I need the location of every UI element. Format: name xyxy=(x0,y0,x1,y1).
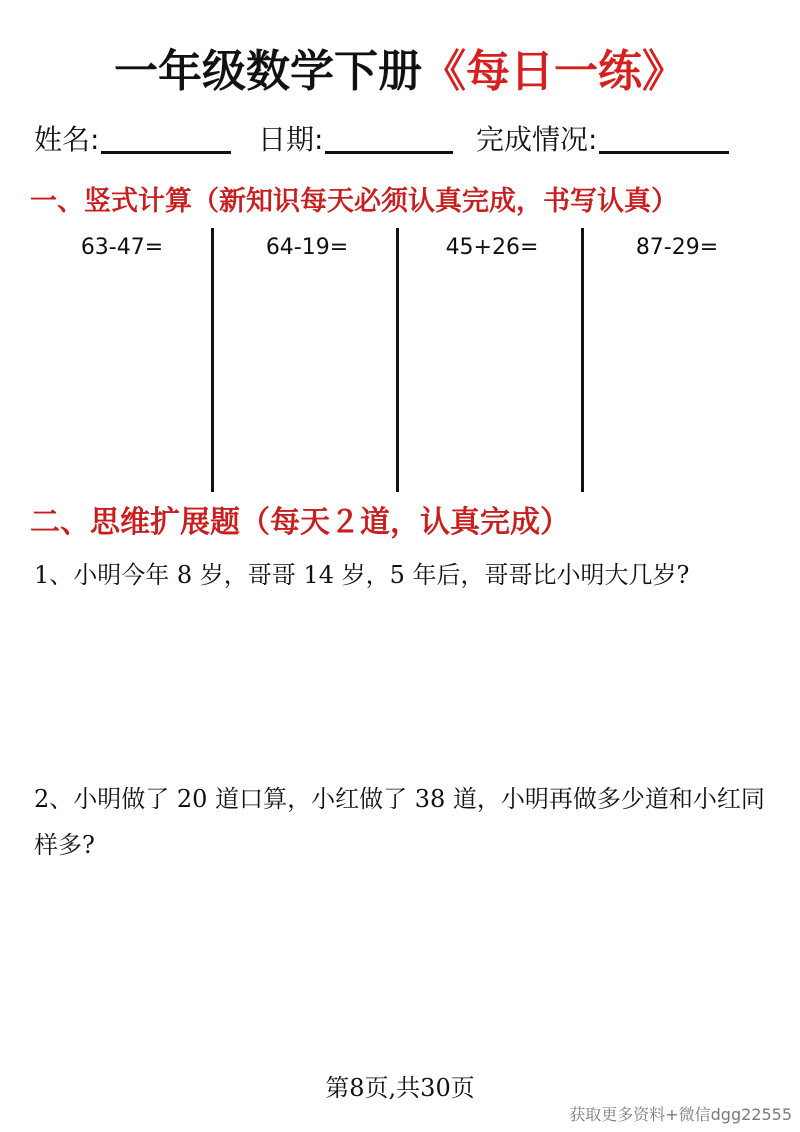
name-blank[interactable] xyxy=(101,121,231,154)
calc-expression-1: 63-47= xyxy=(80,235,164,260)
vertical-calculation-area xyxy=(30,228,770,494)
column-divider xyxy=(211,228,214,492)
student-info-row xyxy=(34,118,774,162)
title-accent: 《每日一练》 xyxy=(422,46,686,97)
section-1-heading: 一、竖式计算（新知识每天必须认真完成，书写认真） xyxy=(30,186,678,217)
calc-expression-2: 64-19= xyxy=(265,235,349,260)
question-1: 1、小明今年 8 岁，哥哥 14 岁，5 年后，哥哥比小明大几岁? xyxy=(34,561,690,589)
name-label: 姓名: xyxy=(34,123,100,156)
calc-expression-3: 45+26= xyxy=(445,235,539,260)
column-divider xyxy=(581,228,584,492)
watermark-text: 获取更多资料+微信dgg22555 xyxy=(569,1105,792,1124)
page-title xyxy=(0,42,800,102)
date-blank[interactable] xyxy=(325,121,453,154)
title-main: 一年级数学下册 xyxy=(114,46,422,97)
date-field xyxy=(258,118,453,162)
name-field xyxy=(34,118,231,162)
status-blank[interactable] xyxy=(599,121,729,154)
page-number: 第8页,共30页 xyxy=(325,1074,475,1102)
status-field xyxy=(476,118,729,162)
calc-expression-4: 87-29= xyxy=(635,235,719,260)
column-divider xyxy=(396,228,399,492)
status-label: 完成情况: xyxy=(476,123,598,156)
question-2: 2、小明做了 20 道口算，小红做了 38 道，小明再做多少道和小红同样多? xyxy=(34,785,765,859)
date-label: 日期: xyxy=(258,123,324,156)
section-2-heading: 二、思维扩展题（每天２道，认真完成） xyxy=(30,505,570,540)
